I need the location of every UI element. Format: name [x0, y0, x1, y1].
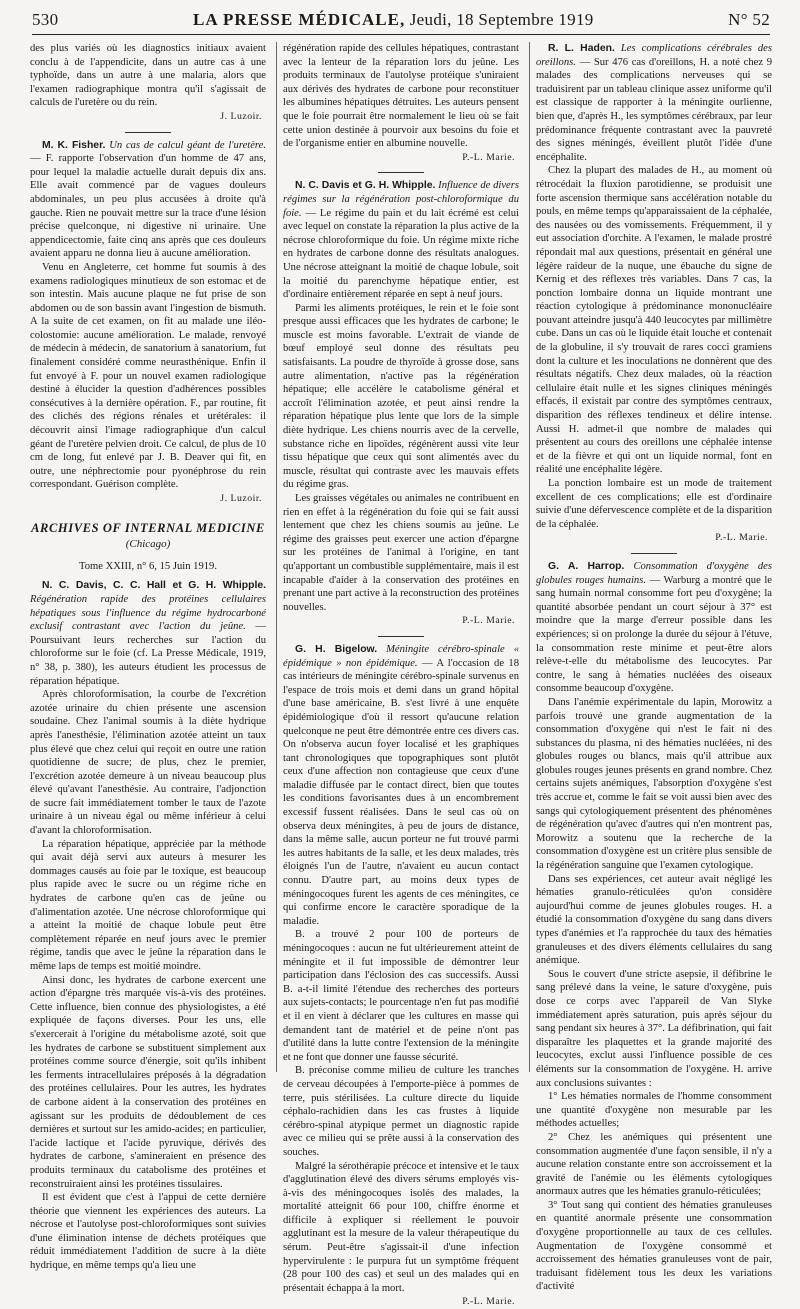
abstract-text: — Sur 476 cas d'oreillons, H. a noté chez 9 malades des complications nerveuses qui se traduisirent par un tableau clinique assez uniforme qu'il est classique de rapporter à la méningite ourlienne, bien que, d'après H., les symptômes cérébraux, par leur prédominance fréquente contrastant avec la pauvreté des signes méningés, éveillent plutôt l'idée d'une encéphalite.: [536, 56, 772, 163]
abstract-author: N. C. Davis, C. C. Hall et G. H. Whipple.: [42, 580, 266, 592]
signature: P.-L. Marie.: [462, 1296, 515, 1308]
abstract-davis-whipple: [283, 172, 519, 628]
abstract-author: R. L. Haden.: [548, 43, 615, 54]
conclusion-item: 2° Chez les anémiques qui présentent une consommation augmentée d'une façon sensible, il n'y a aucune relation constante entre son accroissement et la gravité de l'anémie ou les éléments cytologiques anormaux autres que les hématies granulo-réticulées;: [536, 1131, 772, 1198]
paragraph: Dans l'anémie expérimentale du lapin, Morowitz a parfois trouvé une grande augmentation de la consommation d'oxygène qui n'est le fait ni des substances du plasma, ni des hématies nucléées, ni des globules rouges ou blancs, mais qu'il attribue aux globules rouges jeunes présents en grand nombre. Chez certains sujets anémiques, l'absorption d'oxygène s'est très accrue et, comme le fait se voit aussi bien avec des sangs qui cytologiquement présentent des phénomènes de régénération qu'avec d'autres qui n'en montrent pas, Morowitz a soutenu que la recherche de la consommation d'oxygène est un critère plus sensible de la régénération sanguine que l'examen cytologique.: [536, 696, 772, 872]
abstract-text: — A l'occasion de 18 cas intérieurs de méningite cérébro-spinale survenus en l'espace de trois mois et demi dans un grand hôpital d'une base américaine, B. s'est livré à une enquête épidémiologique d'où il ressort qu'aucune relation quelconque ne peut être démontrée entre ces divers cas. On n'observa aucun foyer localisé et les graphiques tant chronologiques que topographiques sont plutôt ceux d'une affection non contagieuse que ceux d'une maladie diffusée par le contact direct, bien que toutes les conditions favorisantes dues à un encombrement excessif fussent réalisées. Dans le seul cas où on observa deux méningites, à peu de jours de distance, dans la même salle, aucun porteur ne fut trouvé parmi les autres habitants de la salle, et les deux malades, très éloignés l'un de l'autre, n'avaient eu aucun contact connu. D'autre part, au moins deux types de méningocoques furent les agents de ces méningites, ce qui confirme encore le caractère sporadique de la maladie.: [283, 657, 519, 927]
abstract-text: — Warburg a montré que le sang humain normal consomme fort peu d'oxygène; la quantité absorbée pendant un court séjour à 37° est moindre que la marge d'erreur possible dans les expériences; si on prolonge la durée du séjour à l'étuve, la consommation reste minime et peut-être alors relève-t-elle du métabolisme des leucocytes. Par contre, le sang à hématies nucléées des oiseaux consomme beaucoup d'oxygène.: [536, 574, 773, 695]
page-number: 530: [32, 10, 59, 29]
issue-number: N° 52: [728, 10, 770, 29]
abstract-text: — F. rapporte l'observation d'un homme de 47 ans, pour lequel la maladie actuelle durait depuis dix ans. Elle avait commencé par de vagues douleurs abdominales, un peu plus accusées à droite qu'à gauche. Rien ne pouvait mettre sur la trace d'une lésion précise quelconque, ni digestive ni urinaire. Une appendicectomie, faite cinq ans après que ces douleurs avaient apparu ne donna lieu à aucune amélioration.: [30, 153, 266, 260]
paragraph: Dans ses expériences, cet auteur avait négligé les hématies granulo-réticulées qu'on considère aujourd'hui comme de jeunes globules rouges. H. a étudié la consommation d'oxygène du sang dans divers types d'anémies et l'a rapprochée du taux des hématies granuleuses et des divers éléments cellulaires du sang anémique.: [536, 873, 772, 967]
paragraph: La réparation hépatique, appréciée par la méthode qui avait déjà servi aux auteurs à mesurer les dommages causés au foie par le toxique, est beaucoup plus rapide avec le sucre ou un régime riche en hydrates de carbone qu'en cas de jeûne ou d'alimentation azotée. Une nécrose chloroformique qui a atteint la moitié de chaque lobule peut être complètement réparée en neuf jours avec le premier régime, tandis que avec le jeûne la réparation dans le même laps de temps est moitié moindre.: [30, 838, 266, 972]
signature: P.-L. Marie.: [715, 532, 768, 544]
column-divider: [529, 42, 530, 1072]
paragraph: La ponction lombaire est un mode de traitement excellent de ces complications; elle est d'ordinaire suivie d'une défervescence complète et de la disparition de la céphalée.: [536, 478, 772, 530]
journal-city: (Chicago): [125, 538, 171, 551]
paragraph: des plus variés où les diagnostics initiaux avaient conclu à de l'appendicite, dans un autre cas à une typhoïde, dans un autre à une malaria, alors que l'examen radiographique montra qu'il s'agissait de calculs de l'uretère ou du rein.: [30, 43, 266, 109]
abstract-author: N. C. Davis et G. H. Whipple.: [295, 180, 436, 192]
signature: J. Luzoir.: [220, 493, 262, 504]
paragraph: B. a trouvé 2 pour 100 de porteurs de méningocoques : aucun ne fut ultérieurement atteint de méningite et il fut impossible de démontrer leur participation dans l'éclosion des cas successifs. Aussi B. a-t-il limité l'étendue des recherches des porteurs aux sujets-contacts; le pourcentage n'en fut pas modifié et il en vient à déclarer que les cultures en masse qui demandent tant de matériel et de peine n'ont pas d'utilité dans la lutte contre l'extension de la méningite et ne font que donner une fausse sécurité.: [283, 929, 519, 1063]
abstract-bigelow: [283, 636, 519, 1309]
paragraph: Il est évident que c'est à l'appui de cette dernière théorie que viennent les expériences des auteurs. La nécrose et l'autolyse post-chloroformiques sont suivies d'une élimination intense de déchets protéiques que réduit immédiatement l'addition de sucre à la diète hydrique, en même temps qu'a lieu une: [30, 1192, 266, 1272]
abstract-title: Les complications cérébrales des oreillons.: [536, 43, 772, 68]
paragraph: Chez la plupart des malades de H., au moment où rétrocédait la fluxion parotidienne, se produisit une forte ascension thermique sans accélération notable du pouls, en même temps qu'apparaissaient de la céphalée, des nausées ou des vomissements. Fréquemment, il y eut association d'orchite. A l'examen, le malade prostré répondait mal aux questions, présentait en général une légère raideur de la nuque, une ébauche du signe de Kernig et des réflexes très variables. Dans 7 cas, la ponction lombaire donna un liquide montrant une réaction cytologique à prédominance mononucléaire pouvant atteindre jusqu'à 440 leucocytes par millimètre cube. Dans un cas où le liquide était louche et contenait de la globuline, il s'y trouvait de rares cocci gramiens dont la culture et les inoculations ne donnèrent que des résultats négatifs. Chez deux malades, où la réaction cellulaire était nulle et les signes cliniques méningés effacés, il existait par contre des symptômes centraux, disparition des réflexes tendineux et délire intense. Aussi H. admet-il que nombre de malades qui présentent au cours des oreillons une céphalée intense et de la fièvre et qui ont un liquide normal, font en réalité une encéphalite légère.: [536, 165, 772, 476]
column-divider: [276, 42, 277, 1072]
abstract-title: Régénération rapide des protéines cellulaires hépatiques sous l'influence du régime hydrocarboné exclusif contrastant avec l'action du jeûne.: [30, 593, 266, 633]
paragraph: Après chloroformisation, la courbe de l'excrétion azotée urinaire du chien présente une ascension soudaine. Chez l'animal soumis à la diète hydrique après l'anesthésie, l'élimination azotée atteint un taux plus élevé que chez celui qui reçoit en outre une ration quotidienne de sucre; de plus, chez le premier, l'excrétion azotée demeure à un niveau beaucoup plus élevé qu'avant l'anesthésie. Au contraire, l'adjonction de sucre fait immédiatement tomber le taux de l'azote urinaire à un niveau égal ou même inférieur à celui d'avant la chloroformisation.: [30, 689, 266, 837]
abstract-title: Influence de divers régimes sur la régénération post-chloroformique du foie.: [283, 180, 519, 219]
signature: P.-L. Marie.: [462, 151, 515, 163]
entry-separator: [378, 636, 424, 637]
column-1: [30, 42, 267, 1272]
column-3: [536, 42, 773, 1293]
conclusion-item: 3° Tout sang qui contient des hématies granuleuses en quantité anormale présente une consommation d'oxygène proportionnelle au taux de ces cellules. Augmentation de l'oxygène consommé et accroissement des hématies granuleuses vont de pair, traduisant fidèlement tous les deux les variations d'activité: [536, 1199, 772, 1293]
abstract-haden: [536, 42, 772, 545]
paragraph: Parmi les aliments protéiques, le rein et le foie sont presque aussi efficaces que les hydrates de carbone; le muscle est moins favorable. L'extrait de viande de bœuf employé seul donne des résultats peu satisfaisants. La poudre de thyroïde à grosse dose, sans autre alimentation, n'active pas la régénération hépatique; elle accélère le catabolisme général et accroît l'élimination azotée, et peut ainsi rendre la réparation hépatique plus lente que lors de la simple diète hydrique. Les chiens nourris avec de la cervelle, substance riche en lipoïdes, régénèrent aussi vite leur tissu hépatique que ceux qui sont alimentés avec du muscle, résultat qui contraste avec les mauvais effets du régime gras.: [283, 302, 519, 491]
abstract-title: Un cas de calcul géant de l'uretère.: [109, 139, 267, 151]
abstract-text: — Le régime du pain et du lait écrémé est celui avec lequel on constate la réparation la plus active de la nécrose chloroformique du foie. Un régime mixte riche en hydrates de carbone donne des résultats analogues. Une nécrose atteignant la moitié de chaque lobule, soit la moitié du parenchyme hépatique entier, est d'ordinaire entièrement réparée en sept à neuf jours.: [283, 207, 519, 301]
abstract-author: G. H. Bigelow.: [295, 643, 378, 655]
entry-separator: [378, 172, 424, 173]
journal-title: ARCHIVES OF INTERNAL MEDICINE: [31, 520, 265, 535]
paragraph: régénération rapide des cellules hépatiques, contrastant avec la lenteur de la réparation lors du jeûne. Les produits terminaux de l'autolyse protéique s'uniraient aux dérivés des hydrates de carbone pour reconstituer les albumines hépatiques détruites. Les auteurs pensent que le foie pourrait être normalement le lieu où se fait cette union destinée à pourvoir aux besoins du foie et de l'organisme entier en albumine nouvelle.: [283, 43, 519, 150]
page-header: [32, 10, 770, 34]
signature: P.-L. Marie.: [462, 615, 515, 627]
column-2: [283, 42, 519, 1308]
paragraph: Malgré la sérothérapie précoce et intensive et le taux d'agglutination élevé des divers sérums employés vis-à-vis des méningocoques isolés des malades, la mortalité atteignit 66 pour 100, chiffre énorme et difficile à expliquer si réellement le pouvoir agglutinant est la mesure de la valeur thérapeutique du sérum. Peut-être s'agissait-il d'une infection hypervirulente : le purpura fut un symptôme fréquent (28 pour 100 des cas) et seul un des malades qui en présentait échappa à la mort.: [283, 1160, 519, 1294]
journal-masthead: [193, 10, 594, 30]
paragraph: Ainsi donc, les hydrates de carbone exercent une action d'épargne très marquée vis-à-vis des protéines. Cette influence, bien connue des physiologistes, a été expliquée de façons diverses. Pour les uns, elle s'exercerait à l'origine du métabolisme azoté, soit que les hydrates de carbone se substituent simplement aux protéines comme source d'énergie, soit qu'ils inhibent les ferments intracellulaires préposés à la dégradation des protéines cellulaires. Pour les autres, les hydrates de carbone aident à la conservation des protéines en agissant sur les produits de dédoublement de ces dernières et surtout sur les amido-acides; en particulier, l'acide lactique et l'acide pyruvique, dérivés des hydrates de carbone, s'amineraient en présence des produits terminaux du catabolisme des protéines et reconstruiraient ainsi les protéines tissulaires.: [30, 974, 266, 1190]
paragraph: Les graisses végétales ou animales ne contribuent en rien en effet à la régénération du foie qui se fait aussi lentement que chez les chiens soumis au jeûne. Le régime des graisses peut exercer une action d'épargne sur les protéines de l'animal à l'origine, en tant qu'apportant un combustible supplémentaire, mais il est incapable d'aider à la conservation des protéines en prenant une part active à la reconstruction des protéines nouvelles.: [283, 493, 519, 613]
abstract-text: — Poursuivant leurs recherches sur l'action du chloroforme sur le foie (cf. La Presse Médicale, 1919, n° 38, p. 380), les auteurs étudient les processus de réparation hépatique.: [30, 621, 266, 687]
abstract-fisher: [30, 132, 266, 506]
journal-name: LA PRESSE MÉDICALE,: [193, 10, 406, 29]
header-rule: [32, 34, 770, 35]
abstract-harrop: [536, 553, 772, 1294]
issue-date: Jeudi, 18 Septembre 1919: [409, 10, 594, 29]
paragraph: B. préconise comme milieu de culture les tranches de cerveau découpées à l'emporte-pièce à pommes de terre, puis stérilisées. La culture directe du liquide céphalo-rachidien dans les cas frustes à liquide cérébro-spinal atypique permet un diagnostic rapide avec ce milieu qui se prête aussi à la conservation des souches.: [283, 1065, 519, 1158]
abstract-title: Consommation d'oxygène des globules rouges humains.: [536, 560, 772, 586]
paragraph: Venu en Angleterre, cet homme fut soumis à des examens radiologiques minutieux de son estomac et de son intestin. Mais aucune plaque ne fut prise de son abdomen ou de son bassin avant l'ingestion de bismuth. A la suite de cet examen, on fit au malade une iléo-colostomie: aucune amélioration. Le malade, renvoyé de médecin à médecin, de sanatorium à sanatorium, fut finalement considéré comme neurasthénique. Enfin il fut envoyé à F. pour un nouvel examen radiologique destiné à élucider la question d'adhérences possibles consécutives à la dernière opération. F., par routine, fit des clichés des régions rénales et urétérales: il découvrit ainsi l'image radiographique d'un calcul géant de l'uretère pelvien droit. Ce calcul, de plus de 10 cm de long, fut enlevé par J. B. Deaver qui fit, en outre, une néphrectomie pour pyonéphrose du rein correspondant. Guérison complète.: [30, 261, 266, 491]
conclusion-item: 1° Les hématies normales de l'homme consomment une quantité d'oxygène non mesurable par les méthodes actuelles;: [536, 1091, 772, 1130]
entry-separator: [631, 553, 677, 554]
abstract-title: Méningite cérébro-spinale « épidémique » non épidémique.: [283, 643, 519, 669]
abstract-author: G. A. Harrop.: [548, 560, 625, 572]
abstract-author: M. K. Fisher.: [42, 139, 106, 151]
abstract-davis-hall-whipple: [30, 579, 266, 1272]
signature: J. Luzoir.: [220, 110, 262, 122]
paragraph: Sous le couvert d'une stricte asepsie, il défibrine le sang prélevé dans la veine, le sature d'oxygène, puis dose ce corps avec l'appareil de Van Slyke immédiatement après saturation, puis après séjour du sang pendant six heures à 37°. La défibrination, qui fait disparaître les plaquettes et la grande majorité des leucocytes, exclut aussi l'influence possible de ces éléments sur la consommation de l'oxygène. H. arrive aux conclusions suivantes :: [536, 968, 772, 1089]
journal-volume: Tome XXIII, n° 6, 15 Juin 1919.: [79, 560, 217, 572]
entry-separator: [125, 132, 171, 133]
